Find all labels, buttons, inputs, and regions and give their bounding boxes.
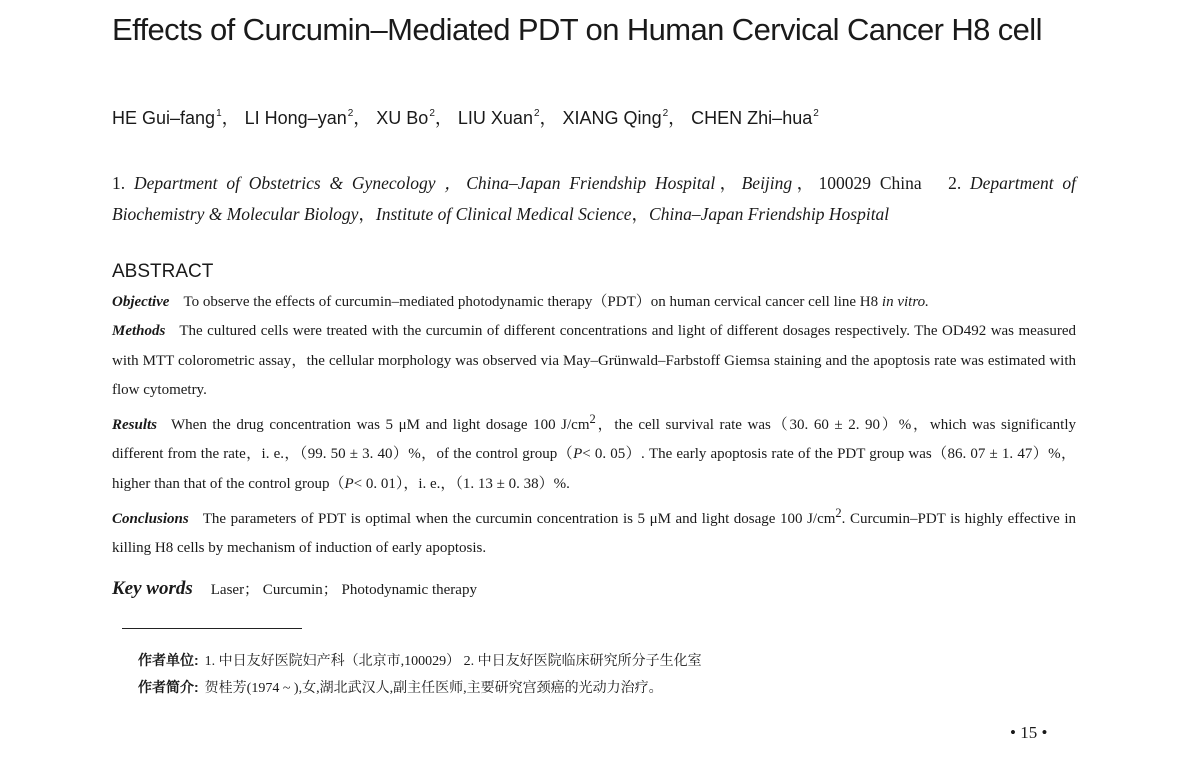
superscript: 2 — [589, 412, 596, 427]
footnote-text: 贺桂芳(1974 ~ ),女,湖北武汉人,副主任医师,主要研究宫颈癌的光动力治疗。 — [204, 681, 663, 696]
abstract-results — [112, 405, 1076, 499]
affiliation-2-institute: Institute of Clinical Medical Science — [375, 204, 632, 224]
objective-tail: in vitro. — [881, 294, 929, 310]
footnote-bio — [138, 677, 663, 697]
results-label: Results — [112, 417, 158, 434]
author-name: LIU Xuan — [457, 108, 533, 128]
footnote-text: 1. 中日友好医院妇产科（北京市,100029） 2. 中日友好医院临床研究所分子生化室 — [204, 654, 702, 669]
abstract-heading: ABSTRACT — [112, 261, 214, 282]
abstract-body — [112, 288, 1076, 564]
author — [245, 108, 372, 128]
affiliation-marker: 2 — [347, 108, 354, 119]
author — [376, 108, 453, 128]
keywords-label: Key words — [112, 578, 193, 599]
p-symbol: P — [344, 475, 354, 492]
methods-label: Methods — [112, 323, 166, 340]
footnote-divider — [122, 628, 302, 629]
methods-text: The cultured cells were treated with the curcumin of different concentrations and light of different dosages respectively. The OD492 was measured with MTT colorometric assay，the cellular morphology was observed via May–Grünwald–Farbstoff Giemsa staining and the apoptosis rate was estimated with flow cytometry. — [112, 323, 1076, 398]
objective-label: Objective — [112, 294, 170, 310]
author-separator: ， — [221, 108, 240, 128]
results-text: < 0. 01），i. e.，（1. 13 ± 0. 38）%. — [353, 475, 570, 492]
footnote-label: 作者简介: — [138, 679, 199, 695]
abstract-conclusions — [112, 499, 1076, 564]
affiliation-1-postal: ，100029 China — [792, 173, 922, 193]
affiliation-1: Department of Obstetrics & Gynecology ，China–Japan Friendship Hospital — [133, 173, 716, 193]
results-text: ，the cell survival rate was（30. 60 ± 2. 90）%，which was significantly different from the rate，i. e.，（99. 50 ± 3. 40）%，of the control group（ — [112, 417, 1076, 463]
conclusions-text: The parameters of PDT is optimal when the curcumin concentration is 5 μM and light dosage 100 J/cm — [202, 511, 836, 528]
keywords — [112, 578, 1076, 600]
separator: ， — [715, 173, 742, 193]
separator: ， — [631, 204, 650, 224]
affiliation-marker: 2 — [533, 108, 540, 119]
author-separator: ， — [434, 108, 453, 128]
author-list — [112, 104, 1112, 130]
author — [563, 108, 687, 128]
footnote-label: 作者单位: — [138, 652, 199, 668]
conclusions-text: . Curcumin–PDT is highly effective in killing H8 cells by mechanism of induction of early apoptosis. — [112, 511, 1076, 557]
author-name: HE Gui–fang — [112, 108, 216, 128]
page-number: • 15 • — [1010, 723, 1048, 742]
author-separator: ， — [353, 108, 372, 128]
keywords-text: Laser； Curcumin； Photodynamic therapy — [210, 582, 477, 598]
affiliation-marker: 2 — [662, 108, 669, 119]
author-name: CHEN Zhi–hua — [691, 108, 813, 128]
author — [691, 108, 819, 128]
affiliation-marker: 1 — [216, 108, 222, 119]
p-symbol: P — [573, 446, 583, 463]
separator: ， — [358, 204, 376, 224]
objective-text: To observe the effects of curcumin–mediated photodynamic therapy（PDT）on human cervical cancer cell line H8 — [183, 294, 879, 310]
affiliation-2-hospital: China–Japan Friendship Hospital — [649, 204, 890, 224]
affiliations — [112, 168, 1076, 230]
author-name: LI Hong–yan — [244, 108, 347, 128]
results-text: When the drug concentration was 5 μM and light dosage 100 J/cm — [171, 417, 590, 434]
affiliation-marker: 2 — [813, 108, 819, 119]
paper-title: Effects of Curcumin–Mediated PDT on Human Cervical Cancer H8 cell — [112, 12, 1042, 47]
author-separator: ， — [668, 108, 687, 128]
superscript: 2 — [835, 506, 842, 521]
author-separator: ， — [539, 108, 558, 128]
abstract-methods — [112, 317, 1076, 405]
author-name: XU Bo — [376, 108, 429, 128]
conclusions-label: Conclusions — [112, 511, 189, 528]
affiliation-2: Department of Biochemistry & Molecular Biology — [112, 173, 1077, 224]
results-text: < 0. 05）. The early apoptosis rate of the PDT group was（86. 07 ± 1. 47）%，higher than that of the control group（ — [112, 446, 1077, 492]
footnote-unit — [138, 650, 702, 670]
affiliation-number: 1. — [112, 173, 126, 193]
author-name: XIANG Qing — [562, 108, 662, 128]
affiliation-number: 2. — [948, 173, 962, 193]
abstract-objective — [112, 288, 1076, 317]
affiliation-marker: 2 — [429, 108, 435, 119]
author — [112, 108, 240, 128]
author — [458, 108, 558, 128]
affiliation-1-city: Beijing — [741, 173, 793, 193]
